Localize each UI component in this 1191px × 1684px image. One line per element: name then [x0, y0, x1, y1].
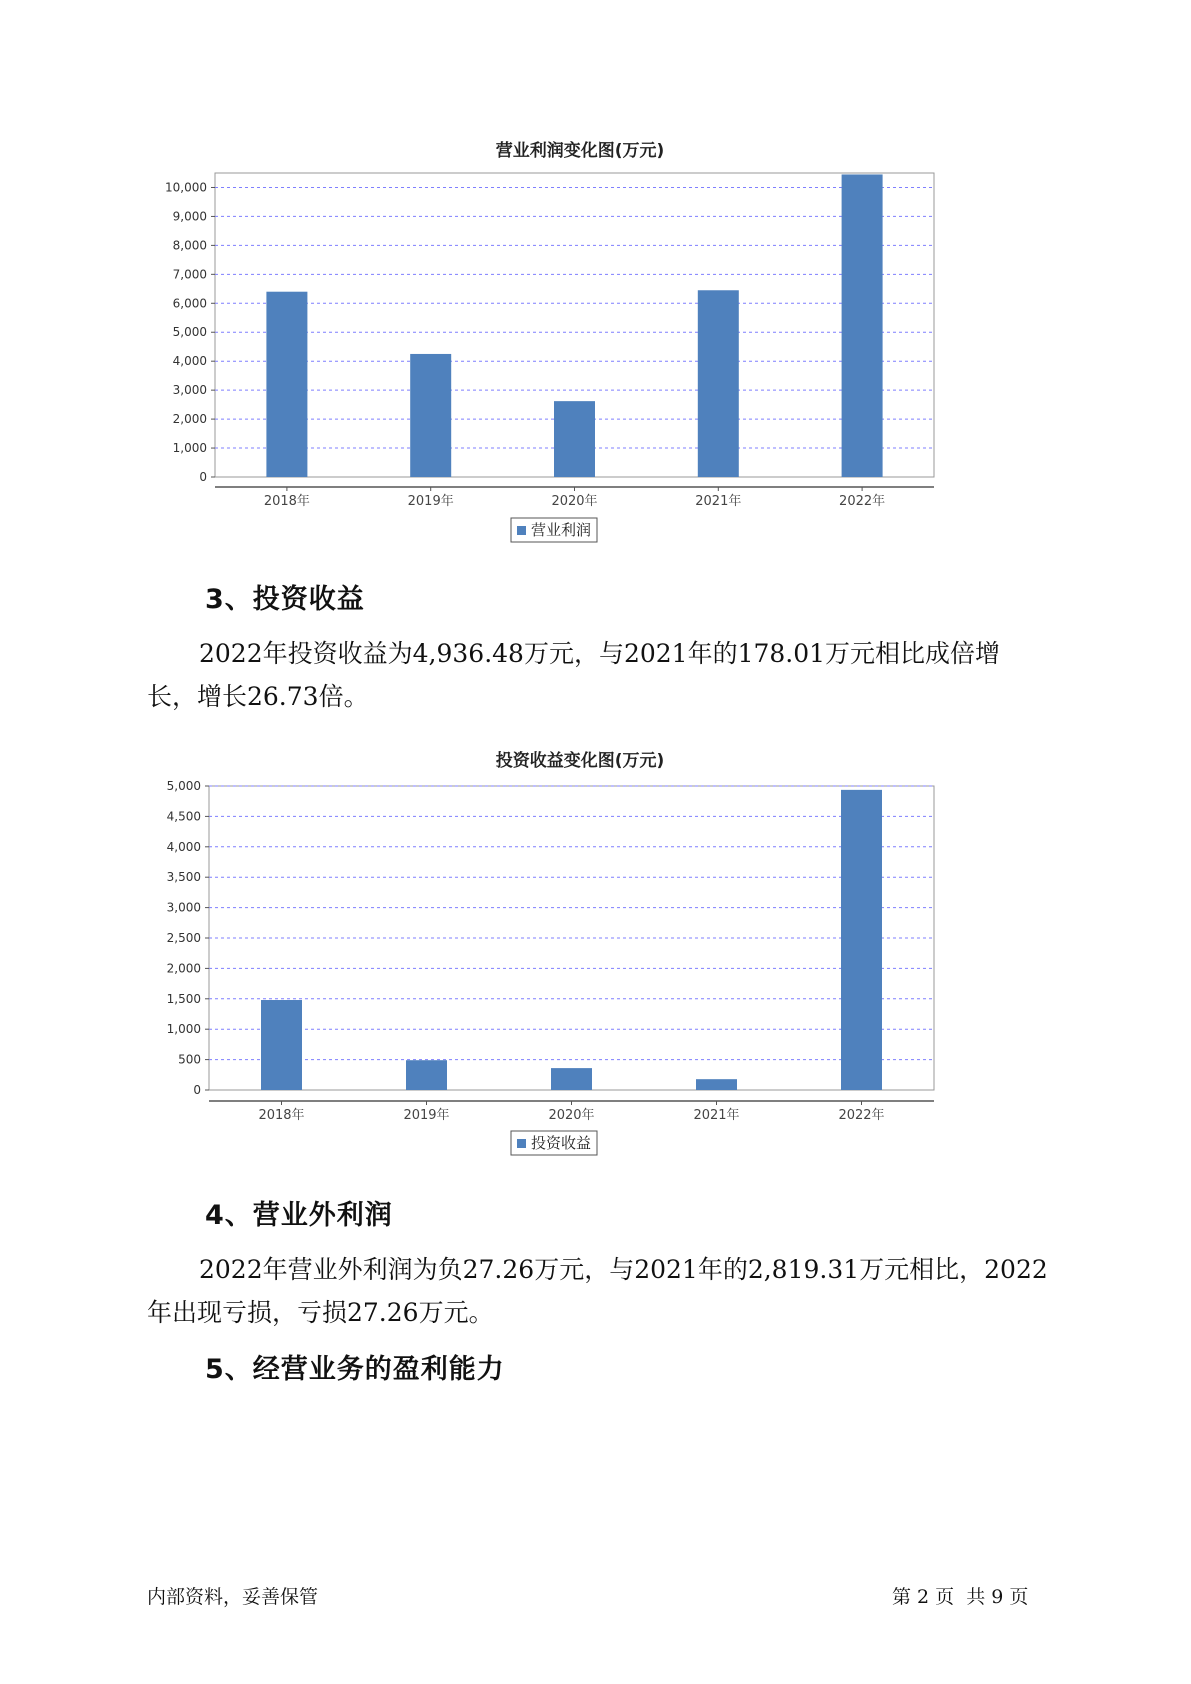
footer-page-number: 第 2 页 共 9 页: [892, 1586, 1029, 1608]
bar: [696, 1079, 737, 1090]
y-tick-label: 1,500: [166, 991, 201, 1006]
y-tick-label: 4,500: [166, 809, 201, 824]
section-heading-operating-profitability: 5、经营业务的盈利能力: [205, 1354, 505, 1385]
legend-swatch: [517, 1139, 526, 1148]
y-tick-label: 8,000: [172, 238, 207, 253]
legend-label: 投资收益: [531, 1134, 592, 1152]
section-heading-non-operating-profit: 4、营业外利润: [205, 1200, 393, 1231]
bar: [261, 1000, 302, 1090]
y-tick-label: 5,000: [166, 779, 201, 793]
paragraph-line: 2022年营业外利润为负27.26万元，与2021年的2,819.31万元相比，2022: [199, 1255, 1048, 1284]
chart-investment-income: [140, 740, 1020, 1160]
paragraph-investment-income: [147, 632, 1082, 718]
bar: [842, 174, 883, 477]
y-tick-label: 0: [199, 470, 207, 484]
y-tick-label: 7,000: [172, 267, 207, 282]
x-tick-label: 2021年: [695, 494, 742, 509]
y-tick-label: 6,000: [172, 296, 207, 311]
chart-title: 投资收益变化图(万元): [495, 751, 665, 771]
footer-confidential-note: 内部资料，妥善保管: [147, 1586, 319, 1608]
y-tick-label: 3,000: [166, 900, 201, 915]
paragraph-line: 年出现亏损，亏损27.26万元。: [147, 1298, 494, 1327]
y-tick-label: 2,500: [166, 931, 201, 945]
y-tick-label: 3,000: [172, 383, 207, 398]
y-tick-label: 500: [178, 1052, 201, 1067]
bar: [841, 790, 882, 1090]
legend: [511, 1131, 597, 1155]
bar-chart: [140, 130, 1020, 550]
section-heading-investment-income: 3、投资收益: [205, 584, 365, 615]
bar-chart: [140, 740, 1020, 1160]
x-tick-label: 2018年: [258, 1108, 305, 1123]
x-tick-label: 2019年: [407, 494, 454, 509]
bar: [698, 290, 739, 477]
paragraph-line: 2022年投资收益为4,936.48万元，与2021年的178.01万元相比成倍增: [199, 639, 1001, 668]
bar: [551, 1068, 592, 1090]
bar: [266, 292, 307, 477]
x-tick-label: 2021年: [693, 1108, 740, 1123]
x-tick-label: 2020年: [551, 494, 598, 509]
legend: [511, 518, 597, 542]
y-tick-label: 2,000: [166, 961, 201, 976]
y-tick-label: 3,500: [166, 870, 201, 885]
y-tick-label: 9,000: [172, 209, 207, 224]
paragraph-line: 长，增长26.73倍。: [147, 682, 369, 711]
y-tick-label: 1,000: [166, 1022, 201, 1037]
chart-title: 营业利润变化图(万元): [495, 141, 665, 161]
x-tick-label: 2022年: [838, 1108, 885, 1123]
legend-label: 营业利润: [531, 521, 592, 539]
x-tick-label: 2020年: [548, 1108, 595, 1123]
legend-swatch: [517, 526, 526, 535]
x-tick-label: 2022年: [839, 494, 886, 509]
chart-operating-profit: [140, 130, 1020, 550]
y-tick-label: 1,000: [172, 441, 207, 456]
y-tick-label: 10,000: [165, 180, 207, 195]
y-tick-label: 2,000: [172, 412, 207, 427]
y-tick-label: 4,000: [166, 839, 201, 854]
bar: [554, 401, 595, 477]
y-tick-label: 5,000: [172, 325, 207, 340]
paragraph-non-operating-profit: [147, 1248, 1082, 1334]
x-tick-label: 2019年: [403, 1108, 450, 1123]
y-tick-label: 4,000: [172, 354, 207, 369]
bar: [410, 354, 451, 477]
y-tick-label: 0: [193, 1083, 201, 1097]
bar: [406, 1060, 447, 1090]
x-tick-label: 2018年: [263, 494, 310, 509]
